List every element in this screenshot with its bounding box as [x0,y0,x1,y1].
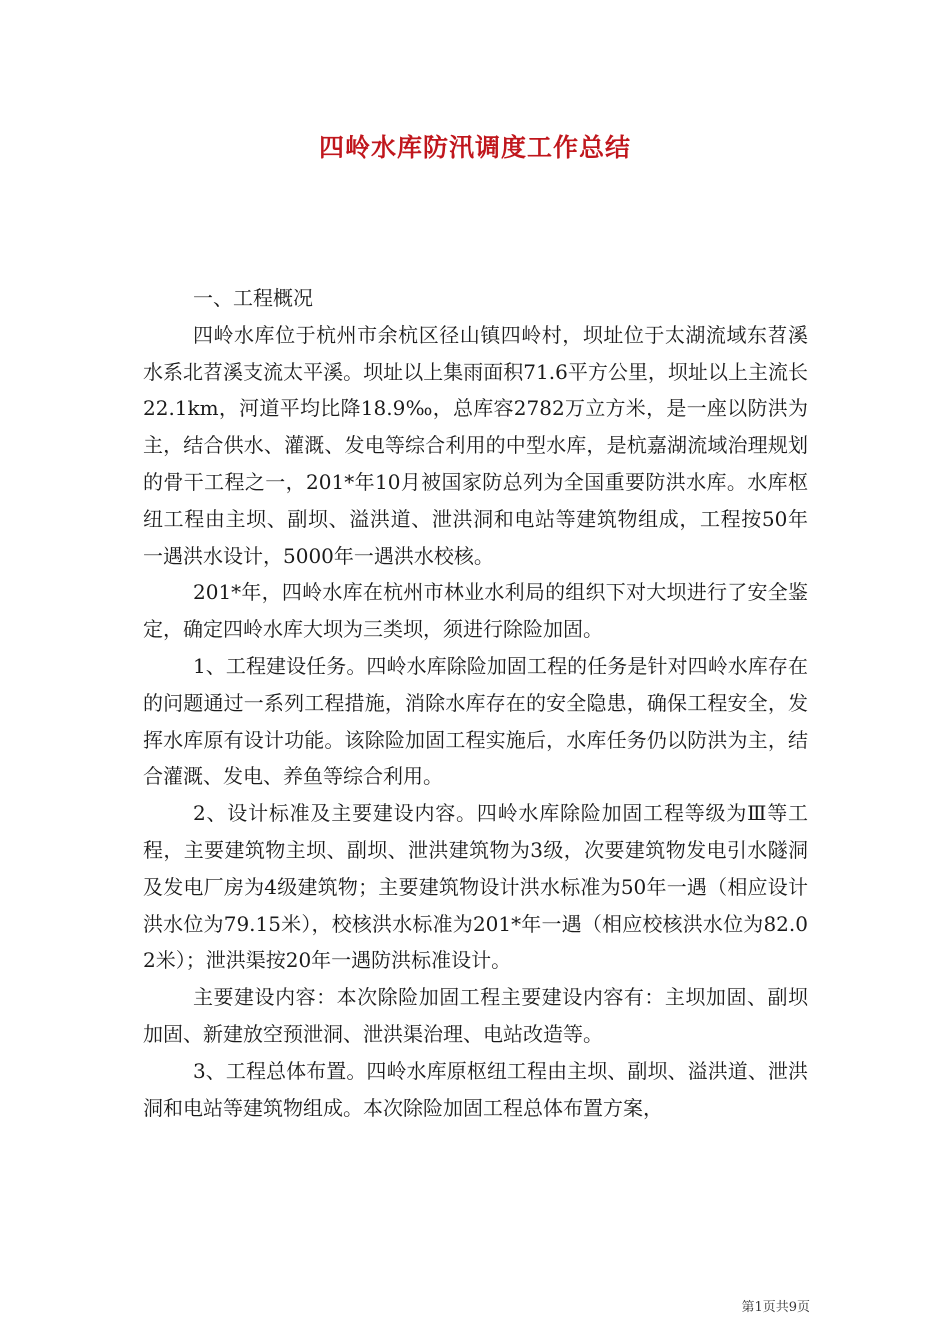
document-body [143,280,808,1126]
paragraph-safety-appraisal: 201*年，四岭水库在杭州市林业水利局的组织下对大坝进行了安全鉴定，确定四岭水库大坝为三类坝，须进行除险加固。 [143,580,808,642]
paragraph-construction-tasks: 1、工程建设任务。四岭水库除险加固工程的任务是针对四岭水库存在的问题通过一系列工程措施，消除水库存在的安全隐患，确保工程安全，发挥水库原有设计功能。该除险加固工程实施后，水库任务仍以防洪为主，结合灌溉、发电、养鱼等综合利用。 [143,653,808,789]
paragraph-overview: 四岭水库位于杭州市余杭区径山镇四岭村，坝址位于太湖流域东苕溪水系北苕溪支流太平溪。坝址以上集雨面积71.6平方公里，坝址以上主流长22.1km，河道平均比降18.9‰，总库容2782万立方米，是一座以防洪为主，结合供水、灌溉、发电等综合利用的中型水库，是杭嘉湖流域治理规划的骨干工程之一，201*年10月被国家防总列为全国重要防洪水库。水库枢纽工程由主坝、副坝、溢洪道、泄洪洞和电站等建筑物组成，工程按50年一遇洪水设计，5000年一遇洪水校核。 [143,322,808,568]
paragraph-design-standards: 2、设计标准及主要建设内容。四岭水库除险加固工程等级为Ⅲ等工程，主要建筑物主坝、副坝、泄洪建筑物为3级，次要建筑物发电引水隧洞及发电厂房为4级建筑物；主要建筑物设计洪水标准为50年一遇（相应设计洪水位为79.15米），校核洪水标准为201*年一遇（相应校核洪水位为82.02米）；泄洪渠按20年一遇防洪标准设计。 [143,801,808,973]
document-title: 四岭水库防汛调度工作总结 [318,133,631,162]
paragraph-main-contents: 主要建设内容：本次除险加固工程主要建设内容有：主坝加固、副坝加固、新建放空预泄洞、泄洪渠治理、电站改造等。 [143,985,808,1046]
section-heading: 一、工程概况 [193,286,313,310]
paragraph-overall-layout: 3、工程总体布置。四岭水库原枢纽工程由主坝、副坝、溢洪道、泄洪洞和电站等建筑物组成。本次除险加固工程总体布置方案， [143,1058,808,1120]
page-number: 第1页共9页 [741,1300,810,1315]
